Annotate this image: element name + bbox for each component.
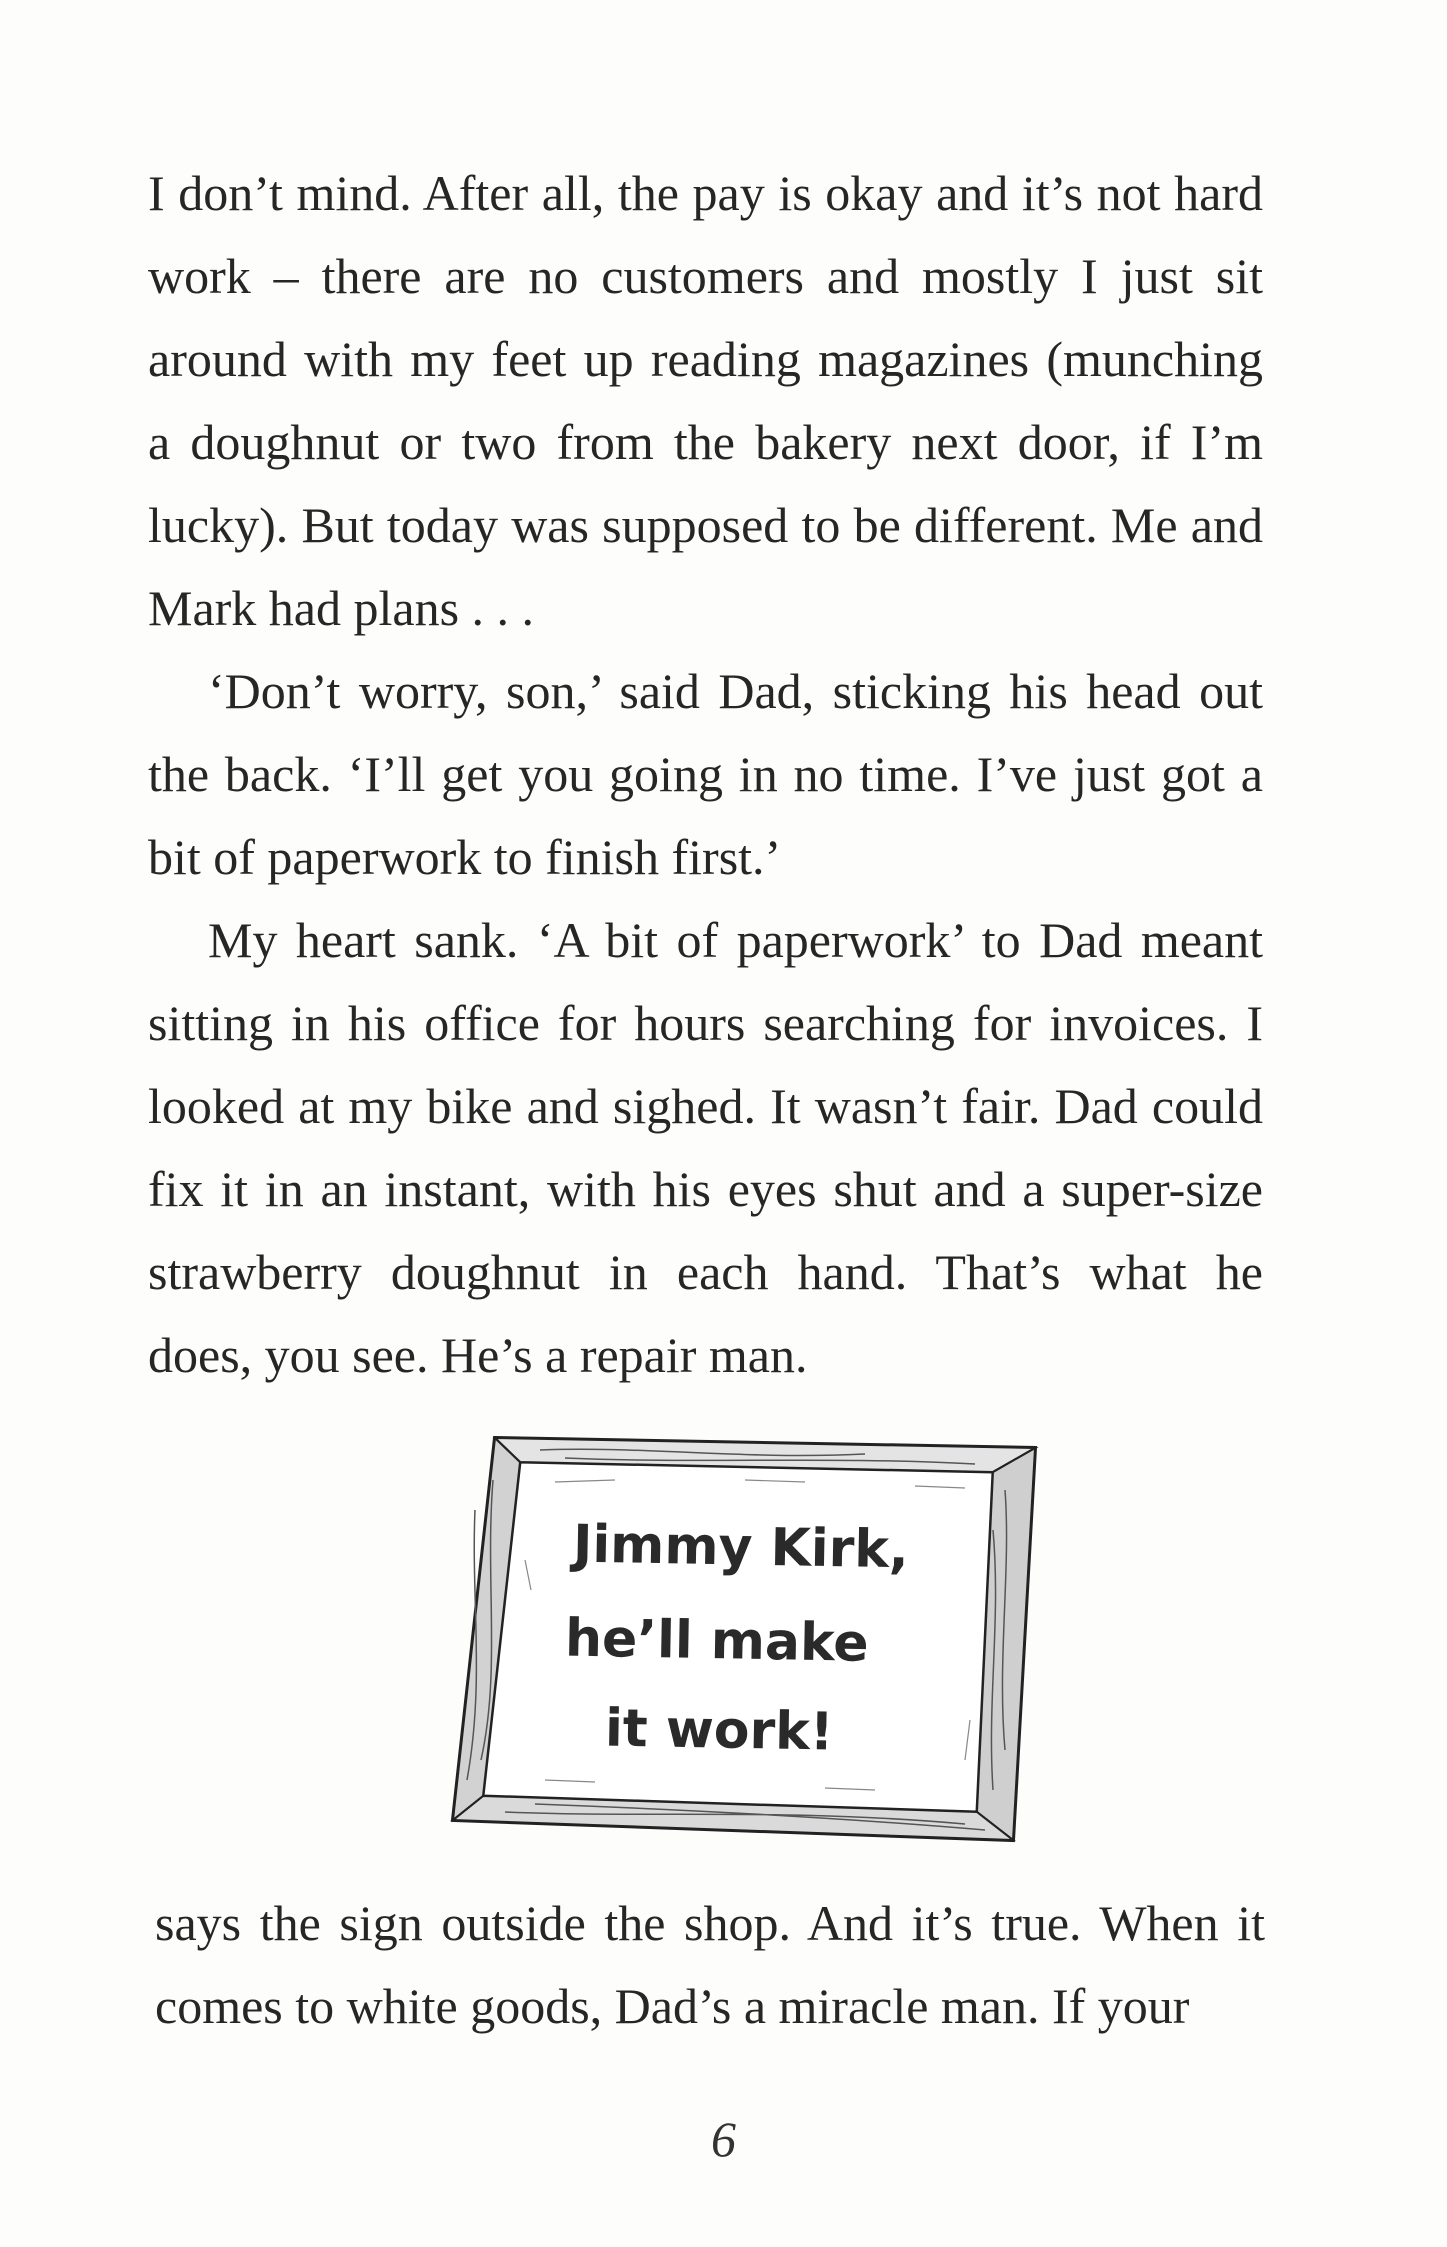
paragraph-3: My heart sank. ‘A bit of paperwork’ to Dad meant sitting in his office for hours searching for invoices. I looked at my bike and sighed. It wasn’t fair. Dad could fix it in an instant, with his eyes shut and a super-size strawberry doughnut in each hand. That’s what he does, you see. He’s a repair man. [148, 912, 1263, 1383]
body-text-top [148, 152, 1263, 1397]
paragraph-4: says the sign outside the shop. And it’s true. When it comes to white goods, Dad’s a miracle man. If your [155, 1895, 1265, 2034]
sign-line-1: Jimmy Kirk, [572, 1514, 910, 1581]
page-number: 6 [711, 2111, 736, 2167]
paragraph-2: ‘Don’t worry, son,’ said Dad, sticking his head out the back. ‘I’ll get you going in no time. I’ve just got a bit of paperwork to finish first.’ [148, 663, 1263, 885]
body-text-bottom [155, 1882, 1265, 2048]
sign-line-2: he’ll make [564, 1608, 870, 1674]
sign-line-3: it work! [604, 1698, 835, 1763]
paragraph-1: I don’t mind. After all, the pay is okay and it’s not hard work – there are no customers and mostly I just sit around with my feet up reading magazines (munching a doughnut or two from the bakery next door, if I’m lucky). But today was supposed to be different. Me and Mark had plans . . . [148, 165, 1263, 636]
shop-sign-illustration [445, 1420, 1045, 1870]
